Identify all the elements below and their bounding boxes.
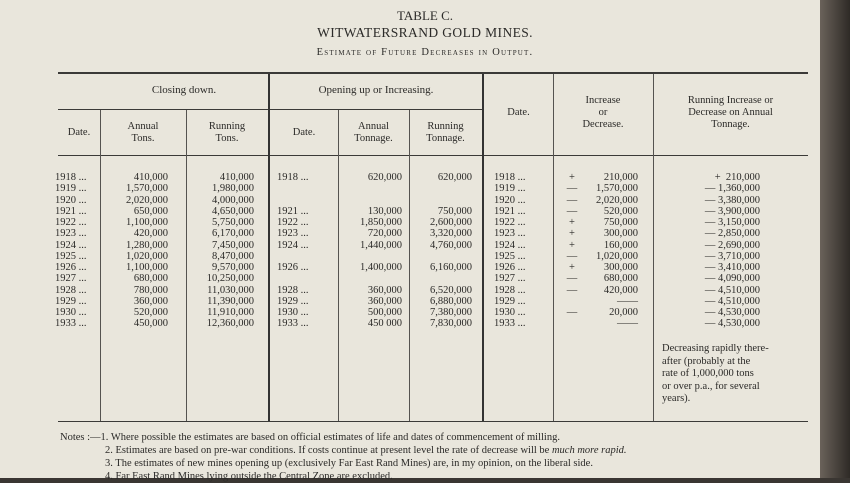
incdec-dates-cell: 1929 ...: [494, 295, 526, 307]
opening-running-cell: 7,830,000: [430, 318, 472, 330]
note-2: [105, 446, 627, 457]
opening-dates-cell: [277, 251, 335, 262]
running-incdec-cell: — 4,530,000: [704, 307, 760, 318]
opening-dates-cell: [277, 195, 335, 206]
running-incdec-cell: — 4,530,000: [704, 318, 760, 330]
incdec-dates-cell: 1927 ...: [494, 273, 526, 285]
closing-dates-cell: 1923 ...: [55, 228, 87, 240]
incdec-values-cell: 210,000: [603, 172, 638, 183]
incdec-values-cell: 520,000: [603, 205, 638, 217]
incdec-dates-cell: 1923 ...: [494, 228, 526, 240]
note-2-emphasis: much more rapid.: [551, 445, 627, 456]
opening-running-cell: 750,000: [437, 205, 472, 217]
closing-annual-cell: 410,000: [133, 172, 168, 183]
running-incdec-cell: — 1,360,000: [704, 183, 760, 195]
opening-dates-cell: 1923 ...: [277, 228, 309, 240]
final-note: [662, 343, 812, 406]
running-incdec-cell: — 3,710,000: [704, 250, 760, 262]
closing-annual-cell: 1,100,000: [126, 262, 168, 273]
opening-running-cell: [409, 273, 472, 284]
running-incdec-cell: — 4,510,000: [704, 284, 760, 296]
opening-dates-cell: 1918 ...: [277, 172, 309, 183]
running-increase-header: Tonnage.: [711, 119, 750, 130]
incdec-values-cell: ——: [617, 318, 638, 330]
closing-running-column: [186, 172, 254, 330]
opening-annual-cell: [338, 251, 402, 262]
opening-dates-cell: [277, 183, 335, 194]
closing-running-cell: 410,000: [219, 172, 254, 183]
incdec-values-cell: 300,000: [603, 228, 638, 240]
closing-dates-cell: 1922 ...: [55, 217, 87, 228]
closing-running-cell: 8,470,000: [212, 250, 254, 262]
closing-running-cell: 4,650,000: [212, 205, 254, 217]
incdec-signs-cell: —: [566, 205, 578, 217]
incdec-values-cell: 2,020,000: [596, 194, 638, 206]
note-2-text: 2. Estimates are based on pre-war conditions. If costs continue at present level the rate of decrease will be: [105, 445, 552, 456]
incdec-signs-cell: —: [566, 284, 578, 296]
date-header: Date.: [67, 127, 91, 138]
closing-annual-cell: 420,000: [133, 228, 168, 240]
incdec-signs-cell: +: [569, 217, 575, 228]
opening-dates-column: [277, 172, 335, 330]
incdec-values-cell: 160,000: [603, 239, 638, 251]
opening-dates-cell: 1924 ...: [277, 239, 309, 251]
running-increase-header: Decrease on Annual: [688, 107, 773, 118]
closing-annual-cell: 450,000: [133, 318, 168, 330]
incdec-dates-cell: 1920 ...: [494, 194, 526, 206]
incdec-signs-cell: +: [569, 228, 575, 240]
group-divider: [482, 74, 484, 421]
opening-annual-cell: 130,000: [367, 205, 402, 217]
opening-annual-cell: 720,000: [367, 228, 402, 240]
opening-running-cell: 6,520,000: [430, 284, 472, 296]
opening-running-cell: 4,760,000: [430, 239, 472, 251]
incdec-values-cell: 420,000: [603, 284, 638, 296]
closing-annual-cell: 1,100,000: [126, 217, 168, 228]
group-rule: [58, 109, 483, 110]
incdec-dates-cell: 1933 ...: [494, 318, 526, 330]
opening-annual-column: [338, 172, 402, 330]
closing-annual-cell: 780,000: [133, 284, 168, 296]
opening-running-cell: 3,320,000: [430, 228, 472, 240]
closing-dates-cell: 1918 ...: [55, 172, 87, 183]
table-subtitle: Estimate of Future Decreases in Output.: [316, 47, 534, 58]
closing-running-cell: 11,910,000: [207, 307, 254, 318]
final-note-cell: years).: [662, 393, 691, 404]
incdec-signs-cell: —: [566, 194, 578, 206]
incdec-values-cell: 1,020,000: [596, 250, 638, 262]
closing-running-cell: 11,390,000: [207, 295, 254, 307]
incdec-signs-cell: +: [569, 239, 575, 251]
closing-running-cell: 9,570,000: [212, 262, 254, 273]
incdec-values-cell: 1,570,000: [596, 183, 638, 195]
opening-running-cell: 7,380,000: [430, 307, 472, 318]
running-incdec-cell: — 3,900,000: [704, 205, 760, 217]
incdec-signs-cell: —: [566, 273, 578, 285]
closing-running-cell: 6,170,000: [212, 228, 254, 240]
date-header: Date.: [507, 107, 530, 118]
closing-running-cell: 5,750,000: [212, 217, 254, 228]
opening-annual-cell: 360,000: [367, 284, 402, 296]
closing-annual-column: [100, 172, 168, 330]
incdec-values-cell: 750,000: [603, 217, 638, 228]
incdec-signs-cell: —: [566, 183, 578, 195]
top-rule: [58, 72, 808, 74]
closing-dates-cell: 1929 ...: [55, 295, 87, 307]
running-incdec-cell: — 2,690,000: [704, 239, 760, 251]
running-tons-header: Running: [208, 121, 246, 132]
opening-annual-cell: [338, 195, 402, 206]
closing-running-cell: 4,000,000: [212, 194, 254, 206]
opening-annual-cell: 500,000: [367, 307, 402, 318]
opening-annual-cell: [338, 183, 402, 194]
note-4: 4. Far East Rand Mines lying outside the Central Zone are excluded.: [105, 471, 393, 482]
closing-annual-cell: 520,000: [133, 307, 168, 318]
incdec-dates-cell: 1925 ...: [494, 250, 526, 262]
opening-running-cell: 620,000: [437, 172, 472, 183]
closing-annual-cell: 680,000: [133, 273, 168, 285]
incdec-dates-cell: 1922 ...: [494, 217, 526, 228]
incdec-dates-cell: 1926 ...: [494, 262, 526, 273]
incdec-values-cell: 680,000: [603, 273, 638, 285]
closing-annual-cell: 1,280,000: [126, 239, 168, 251]
incdec-dates-column: [494, 172, 552, 330]
opening-dates-cell: 1928 ...: [277, 284, 309, 296]
final-note-cell: or over p.a., for several: [662, 380, 760, 392]
incdec-signs-column: [565, 172, 579, 330]
running-incdec-cell: — 4,510,000: [704, 295, 760, 307]
opening-dates-cell: 1926 ...: [277, 262, 309, 273]
opening-dates-cell: 1933 ...: [277, 318, 309, 330]
date-header: Date.: [292, 127, 316, 138]
final-note-cell: Decreasing rapidly there-: [662, 343, 769, 354]
group-divider: [268, 74, 270, 421]
incdec-values-cell: ——: [617, 295, 638, 307]
incdec-dates-cell: 1918 ...: [494, 172, 526, 183]
closing-dates-cell: 1930 ...: [55, 307, 87, 318]
incdec-signs-cell: —: [566, 307, 578, 318]
closing-dates-cell: 1921 ...: [55, 205, 87, 217]
opening-annual-cell: [338, 273, 402, 284]
increase-decrease-header: or: [598, 107, 608, 118]
running-incdec-cell: — 2,850,000: [704, 228, 760, 240]
closing-annual-cell: 1,570,000: [126, 183, 168, 195]
running-incdec-cell: — 3,150,000: [704, 217, 760, 228]
closing-dates-column: [55, 172, 101, 330]
opening-group-header: Opening up or Increasing.: [318, 84, 434, 96]
closing-dates-cell: 1919 ...: [55, 183, 87, 195]
annual-tonnage-header: Annual: [358, 121, 389, 132]
opening-running-cell: 2,600,000: [430, 217, 472, 228]
incdec-values-cell: 300,000: [603, 262, 638, 273]
note-1: Notes :—1. Where possible the estimates are based on official estimates of life and dates of commencement of milling.: [60, 432, 560, 443]
closing-annual-cell: 360,000: [133, 295, 168, 307]
opening-running-cell: [409, 183, 472, 194]
opening-annual-cell: 620,000: [367, 172, 402, 183]
opening-annual-cell: 1,440,000: [360, 239, 402, 251]
opening-annual-cell: 1,850,000: [360, 217, 402, 228]
closing-running-cell: 12,360,000: [206, 318, 254, 330]
closing-running-cell: 11,030,000: [207, 284, 254, 296]
opening-annual-cell: 450 000: [367, 318, 402, 330]
incdec-dates-cell: 1924 ...: [494, 239, 526, 251]
closing-running-cell: 1,980,000: [212, 183, 254, 195]
note-3: 3. The estimates of new mines opening up (exclusively Far East Rand Mines) are, in my opinion, on the liberal side.: [105, 458, 593, 469]
increase-decrease-header: Decrease.: [582, 119, 624, 130]
incdec-values-column: [578, 172, 638, 330]
annual-tons-header: Annual: [127, 121, 159, 132]
closing-dates-cell: 1928 ...: [55, 284, 87, 296]
incdec-signs-cell: +: [569, 172, 575, 183]
opening-running-cell: 6,880,000: [430, 295, 472, 307]
page-edge-shadow: [820, 0, 850, 478]
closing-dates-cell: 1924 ...: [55, 239, 87, 251]
incdec-dates-cell: 1928 ...: [494, 284, 526, 296]
opening-dates-cell: 1929 ...: [277, 295, 309, 307]
closing-annual-cell: 2,020,000: [126, 194, 168, 206]
running-tonnage-header: Tonnage.: [426, 133, 465, 144]
opening-running-column: [409, 172, 472, 330]
running-incdec-cell: + 210,000: [714, 172, 760, 183]
closing-dates-cell: 1920 ...: [55, 194, 87, 206]
closing-running-cell: 10,250,000: [206, 273, 254, 285]
closing-dates-cell: 1926 ...: [55, 262, 87, 273]
incdec-signs-cell: [565, 318, 579, 329]
incdec-values-cell: 20,000: [609, 307, 638, 318]
opening-annual-cell: 360,000: [367, 295, 402, 307]
incdec-dates-cell: 1930 ...: [494, 307, 526, 318]
incdec-dates-cell: 1921 ...: [494, 205, 526, 217]
opening-running-cell: [409, 195, 472, 206]
opening-dates-cell: 1922 ...: [277, 217, 309, 228]
closing-annual-cell: 650,000: [133, 205, 168, 217]
incdec-dates-cell: 1919 ...: [494, 183, 526, 195]
running-incdec-cell: — 3,410,000: [704, 262, 760, 273]
header-rule: [58, 155, 808, 156]
running-incdec-column: [674, 172, 760, 330]
bottom-rule: [58, 421, 808, 422]
closing-annual-cell: 1,020,000: [126, 250, 168, 262]
incdec-signs-cell: —: [566, 250, 578, 262]
increase-decrease-header: Increase: [585, 95, 621, 106]
running-incdec-cell: — 3,380,000: [704, 194, 760, 206]
table-title: WITWATERSRAND GOLD MINES.: [317, 25, 533, 40]
annual-tons-header: Tons.: [131, 133, 155, 144]
closing-dates-cell: 1925 ...: [55, 250, 87, 262]
opening-dates-cell: 1930 ...: [277, 307, 309, 318]
closing-dates-cell: 1933 ...: [55, 318, 87, 330]
opening-running-cell: 6,160,000: [430, 262, 472, 273]
running-tonnage-header: Running: [427, 121, 464, 132]
incdec-signs-cell: [565, 296, 579, 307]
opening-running-cell: [409, 251, 472, 262]
running-increase-header: Running Increase or: [687, 95, 774, 106]
closing-dates-cell: 1927 ...: [55, 273, 87, 285]
opening-dates-cell: 1921 ...: [277, 205, 309, 217]
final-note-cell: rate of 1,000,000 tons: [662, 368, 754, 379]
opening-annual-cell: 1,400,000: [360, 262, 402, 273]
running-tons-header: Tons.: [215, 133, 239, 144]
incdec-signs-cell: +: [569, 262, 575, 273]
closing-running-cell: 7,450,000: [212, 239, 254, 251]
opening-dates-cell: [277, 273, 335, 284]
running-incdec-cell: — 4,090,000: [704, 273, 760, 285]
table-label: TABLE C.: [396, 8, 453, 23]
annual-tonnage-header: Tonnage.: [354, 133, 393, 144]
final-note-cell: after (probably at the: [662, 355, 751, 367]
closing-group-header: Closing down.: [151, 84, 217, 96]
